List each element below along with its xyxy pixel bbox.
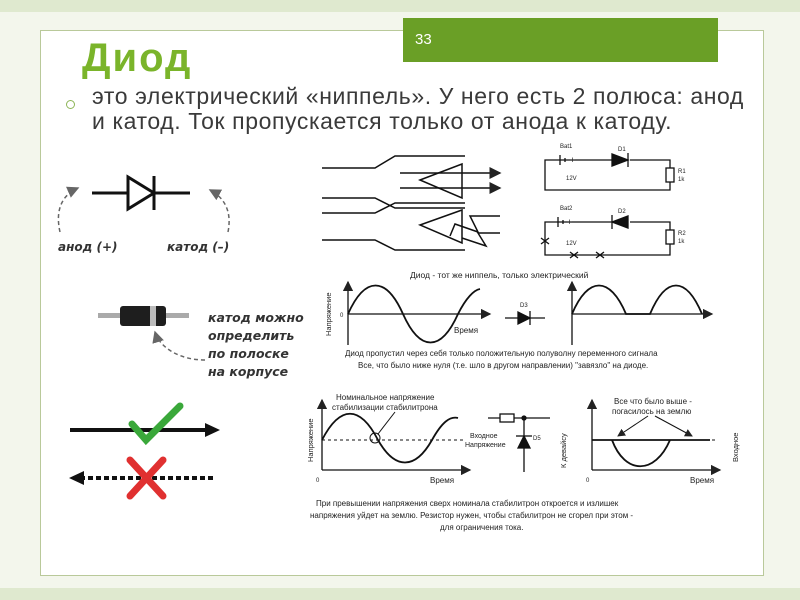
rectifier-axis-time: Время	[454, 326, 479, 335]
zener-to-device: К девайсу	[559, 433, 568, 468]
rectifier-caption-2: Все, что было ниже нуля (т.е. шло в другом направлении) "завязло" на диоде.	[358, 361, 649, 370]
bat1-label: Bat1	[560, 144, 573, 150]
bullet-text: это электрический «ниппель». У него есть 2 полюса: анод и катод. Ток пропускается только от анода к катоду.	[92, 83, 744, 134]
circuit-forward	[545, 153, 674, 190]
zener-axis-voltage: Напряжение	[306, 418, 315, 462]
band-note-3: по полоске	[208, 346, 289, 361]
r2-label: R2	[678, 231, 686, 237]
slide-number: 33	[415, 31, 432, 48]
zener-caption-1: При превышении напряжения сверх номинала стабилитрон откроется и излишек	[316, 499, 619, 508]
circuit-caption: Диод - тот же ниппель, только электрический	[410, 270, 589, 280]
zener-caption-2: напряжения уйдет на землю. Резистор нужен, чтобы стабилитрон не сгорел при этом -	[310, 511, 634, 520]
cross-mark-icon	[130, 460, 163, 496]
zener-input-2: Напряжение	[465, 442, 506, 449]
zener-nominal-1: Номинальное напряжение	[336, 393, 435, 402]
zener-d5-label: D5	[533, 436, 541, 442]
anode-curve-arrow	[58, 188, 78, 232]
cathode-curve-arrow	[210, 190, 229, 232]
check-mark-icon	[132, 406, 180, 440]
v1-label: 12V	[566, 176, 577, 182]
circuit-reverse	[541, 215, 674, 258]
d2-label: D2	[618, 209, 626, 215]
zener-zero: 0	[316, 478, 320, 484]
diode-component	[98, 306, 189, 326]
rectifier-plot-output	[572, 282, 712, 345]
zener-nominal-2: стабилизации стабилитрона	[332, 403, 438, 412]
d1-label: D1	[618, 147, 626, 153]
rectifier-plot-input	[348, 282, 490, 345]
r2-value: 1k	[678, 239, 685, 245]
rectifier-diode-d3	[505, 311, 545, 325]
zener-input-axis: Входное	[731, 432, 740, 462]
r1-label: R1	[678, 169, 686, 175]
rectifier-diode-label: D3	[520, 303, 528, 309]
anode-label: анод (+)	[58, 240, 118, 254]
band-note-4: на корпусе	[208, 364, 289, 379]
rectifier-axis-voltage: Напряжение	[324, 292, 333, 336]
bat2-label: Bat2	[560, 206, 573, 212]
bat1-plus: +	[570, 155, 576, 165]
band-note-1: катод можно	[208, 310, 304, 325]
band-note-arrow	[155, 332, 205, 360]
diode-symbol	[92, 176, 190, 210]
zener-caption-3: для ограничения тока.	[440, 523, 524, 532]
zener-out-zero: 0	[586, 478, 590, 484]
cathode-label: катод (–)	[167, 240, 230, 254]
band-note-2: определить	[208, 328, 295, 343]
slide-title: Диод	[82, 36, 193, 80]
nipple-analogy	[322, 156, 500, 250]
rectifier-caption-1: Диод пропустил через себя только положительную полуволну переменного сигнала	[345, 349, 658, 358]
rectifier-zero: 0	[340, 313, 344, 319]
r1-value: 1k	[678, 177, 685, 183]
bat2-plus: +	[567, 217, 573, 227]
zener-above-2: погасилось на землю	[612, 407, 692, 416]
zener-out-axis-time: Время	[690, 476, 715, 485]
v2-label: 12V	[566, 241, 577, 247]
zener-input-1: Входное	[470, 433, 498, 440]
zener-above-1: Все что было выше -	[614, 397, 692, 406]
zener-axis-time: Время	[430, 476, 455, 485]
